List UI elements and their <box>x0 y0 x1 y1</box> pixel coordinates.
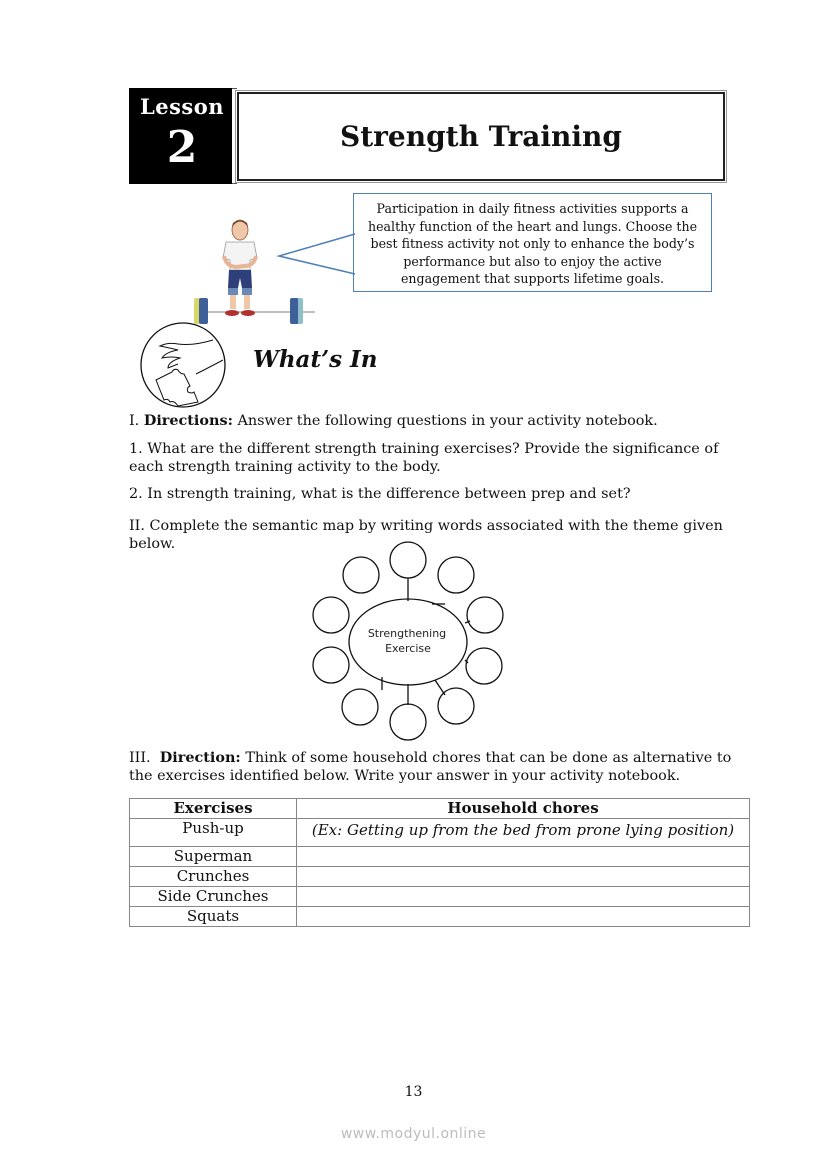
semantic-map <box>300 535 520 745</box>
map-blank-circle[interactable] <box>390 704 426 740</box>
person-shorts <box>228 270 252 288</box>
callout-text: Participation in daily fitness activities supports a healthy function of the heart and lungs. Choose the best fitness activity not only to enhance the body’s performance but also to enjoy the active engagement that supports lifetime goals. <box>367 201 698 286</box>
map-blank-circle[interactable] <box>313 647 349 683</box>
table-header-row <box>130 799 750 819</box>
part3-directions-text: Think of some household chores that can be done as alternative to the exercises identified below. Write your answer in your activity notebook. <box>129 750 732 784</box>
part3-directions <box>129 749 749 785</box>
question-1: 1. What are the different strength training exercises? Provide the significance of each strength training activity to the body. <box>129 441 719 475</box>
part3-directions-label: Direction: <box>159 749 241 766</box>
callout-pointer <box>276 232 356 277</box>
table-row <box>130 819 750 847</box>
chore-cell[interactable] <box>297 887 750 907</box>
table-row <box>130 887 750 907</box>
watermark: www.modyul.online <box>340 1126 487 1142</box>
chore-cell[interactable] <box>297 907 750 927</box>
map-blank-circle[interactable] <box>343 557 379 593</box>
part1-directions-label: Directions: <box>143 412 233 429</box>
part1-directions-text: Answer the following questions in your activity notebook. <box>237 413 658 429</box>
intro-callout <box>353 193 712 292</box>
table-row <box>130 847 750 867</box>
map-blank-circle[interactable] <box>390 542 426 578</box>
section-title-whats-in: What’s In <box>253 346 378 373</box>
map-blank-circle[interactable] <box>313 597 349 633</box>
exercise-cell: Push-up <box>130 819 297 847</box>
lesson-title: Strength Training <box>340 120 622 153</box>
header-household-chores: Household chores <box>297 799 750 819</box>
table-row <box>130 867 750 887</box>
exercise-cell: Squats <box>130 907 297 927</box>
part2-instruction: II. Complete the semantic map by writing words associated with the theme given below. <box>129 518 723 552</box>
part1-directions <box>129 412 739 430</box>
map-center-label-line1: Strengthening <box>367 627 447 640</box>
lesson-label: Lesson <box>139 94 225 119</box>
map-blank-circle[interactable] <box>466 648 502 684</box>
puzzle-hand-icon <box>138 320 238 410</box>
map-blank-circle[interactable] <box>342 689 378 725</box>
chore-cell[interactable] <box>297 847 750 867</box>
chores-table <box>129 798 750 927</box>
header-exercises: Exercises <box>130 799 297 819</box>
map-blank-circle[interactable] <box>438 557 474 593</box>
map-blank-circle[interactable] <box>438 688 474 724</box>
part1-prefix: I. <box>129 413 140 429</box>
question-2: 2. In strength training, what is the difference between prep and set? <box>129 486 631 502</box>
barbell-plate-right <box>290 298 303 324</box>
lesson-badge <box>129 88 232 184</box>
chore-cell[interactable] <box>297 867 750 887</box>
map-blank-circle[interactable] <box>467 597 503 633</box>
exercise-cell: Side Crunches <box>130 887 297 907</box>
map-center-label-line2: Exercise <box>385 642 431 655</box>
exercise-cell: Crunches <box>130 867 297 887</box>
table-row <box>130 907 750 927</box>
lesson-number: 2 <box>166 122 198 173</box>
exercise-cell: Superman <box>130 847 297 867</box>
chore-cell[interactable]: (Ex: Getting up from the bed from prone lying position) <box>297 819 750 847</box>
page-number: 13 <box>404 1084 423 1100</box>
lesson-title-box <box>237 92 725 181</box>
part3-prefix: III. <box>129 750 151 766</box>
